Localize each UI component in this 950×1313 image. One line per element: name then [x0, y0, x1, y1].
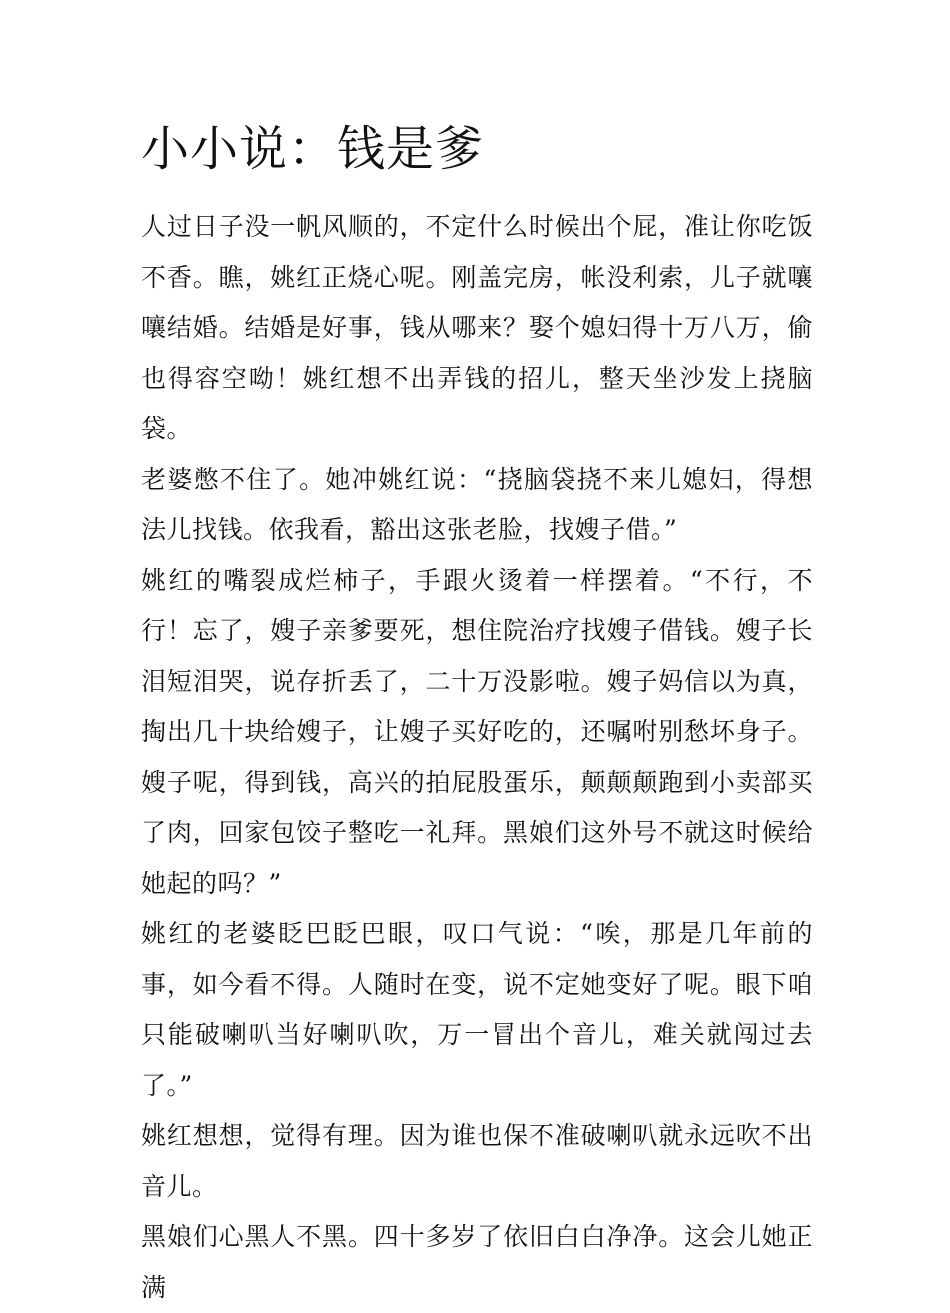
document-title: 小小说：钱是爹: [141, 121, 485, 177]
document-body: [141, 202, 813, 1313]
document-page: [141, 118, 813, 1313]
paragraph: 姚红的老婆眨巴眨巴眼，叹口气说：“唉，那是几年前的事，如今看不得。人随时在变，说不定她变好了呢。眼下咱只能破喇叭当好喇叭吹，万一冒出个音儿，难关就闯过去了。”: [141, 919, 813, 1100]
paragraph: 姚红的嘴裂成烂柿子，手跟火烫着一样摆着。“不行，不行！忘了，嫂子亲爹要死，想住院治疗找嫂子借钱。嫂子长泪短泪哭，说存折丢了，二十万没影啦。嫂子妈信以为真，掏出几十块给嫂子，让嫂子买好吃的，还嘱咐别愁坏身子。嫂子呢，得到钱，高兴的拍屁股蛋乐，颠颠颠跑到小卖部买了肉，回家包饺子整吃一礼拜。黑娘们这外号不就这时候给她起的吗？”: [141, 565, 813, 898]
paragraph: 姚红想想，觉得有理。因为谁也保不准破喇叭就永远吹不出音儿。: [141, 1121, 813, 1201]
paragraph: 老婆憋不住了。她冲姚红说：“挠脑袋挠不来儿媳妇，得想法儿找钱。依我看，豁出这张老脸，找嫂子借。”: [141, 464, 813, 544]
paragraph: 人过日子没一帆风顺的，不定什么时候出个屁，准让你吃饭不香。瞧，姚红正烧心呢。刚盖完房，帐没利索，儿子就嚷嚷结婚。结婚是好事，钱从哪来？娶个媳妇得十万八万，偷也得容空呦！姚红想不出弄钱的招儿，整天坐沙发上挠脑袋。: [141, 212, 813, 443]
paragraph: 黑娘们心黑人不黑。四十多岁了依旧白白净净。这会儿她正满: [141, 1222, 813, 1302]
